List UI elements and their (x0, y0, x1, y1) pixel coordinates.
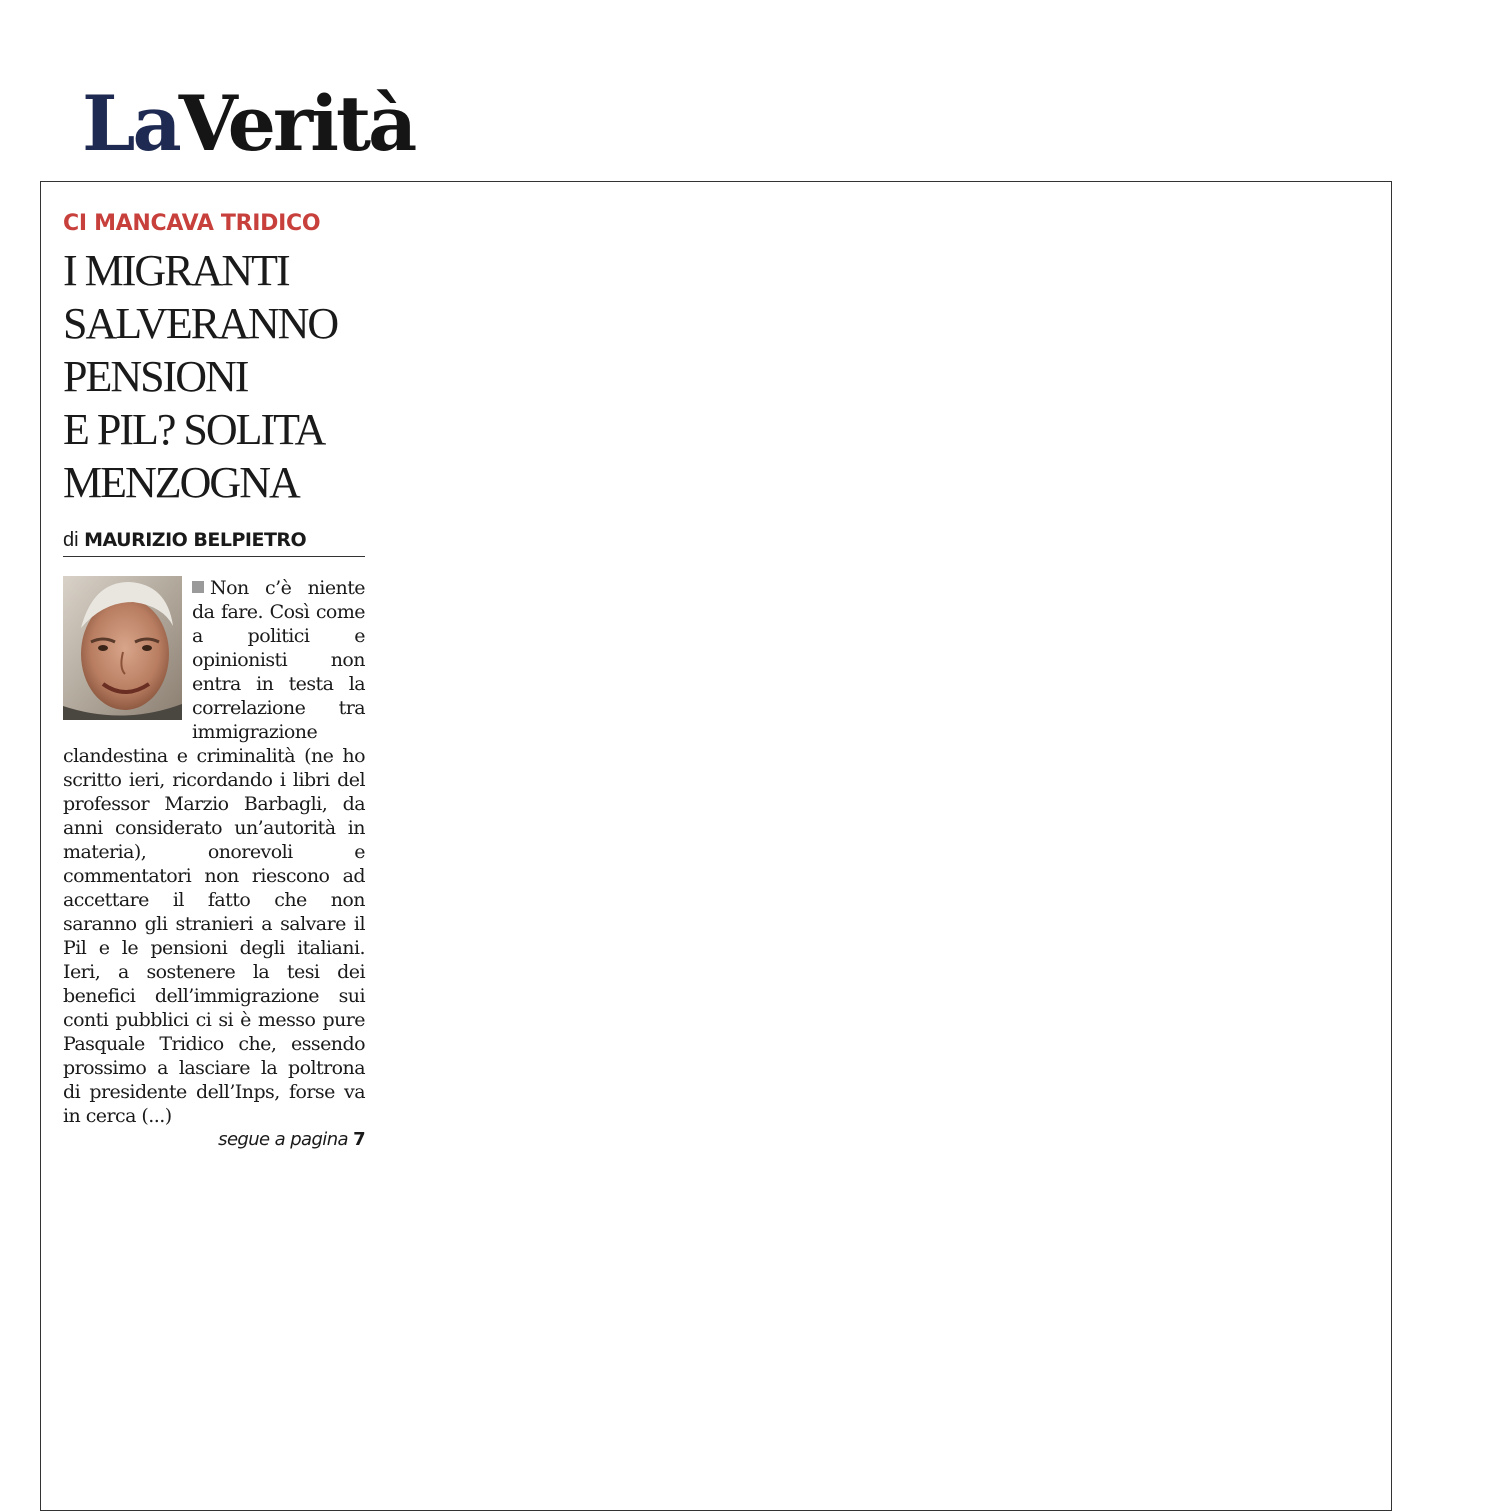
masthead-logo (82, 79, 415, 168)
article-kicker: CI MANCAVA TRIDICO (63, 211, 321, 236)
masthead-verita: Verità (178, 79, 415, 168)
masthead-la: La (82, 79, 179, 168)
continued-on-page (63, 1128, 365, 1152)
byline-author: MAURIZIO BELPIETRO (84, 529, 307, 551)
byline (63, 527, 365, 557)
continued-label: segue a pagina (218, 1129, 348, 1150)
article-headline: I MIGRANTI SALVERANNO PENSIONI E PIL? SOLITA MENZOGNA (63, 246, 338, 507)
author-portrait-image (63, 576, 182, 720)
lead-square-icon (192, 581, 204, 593)
article-body-content: Non c’è niente da fare. Così come a politici e opinionisti non entra in testa la correlazione tra immigrazione clandestina e criminalità (ne ho scritto ieri, ricordando i libri del professor Marzio Barbagli, da anni considerato un’autorità in materia), onorevoli e commentatori non riescono ad accettare il fatto che non saranno gli stranieri a salvare il Pil e le pensioni degli italiani. Ieri, a sostenere la tesi dei benefici dell’immigrazione sui conti pubblici ci si è messo pure Pasquale Tridico che, essendo prossimo a lasciare la poltrona di presidente dell’Inps, forse va in cerca (...) (63, 577, 365, 1127)
article (63, 208, 365, 1152)
continued-page-number: 7 (353, 1129, 365, 1150)
article-body (63, 576, 365, 1152)
author-photo (63, 576, 182, 720)
byline-prefix: di (63, 529, 79, 551)
